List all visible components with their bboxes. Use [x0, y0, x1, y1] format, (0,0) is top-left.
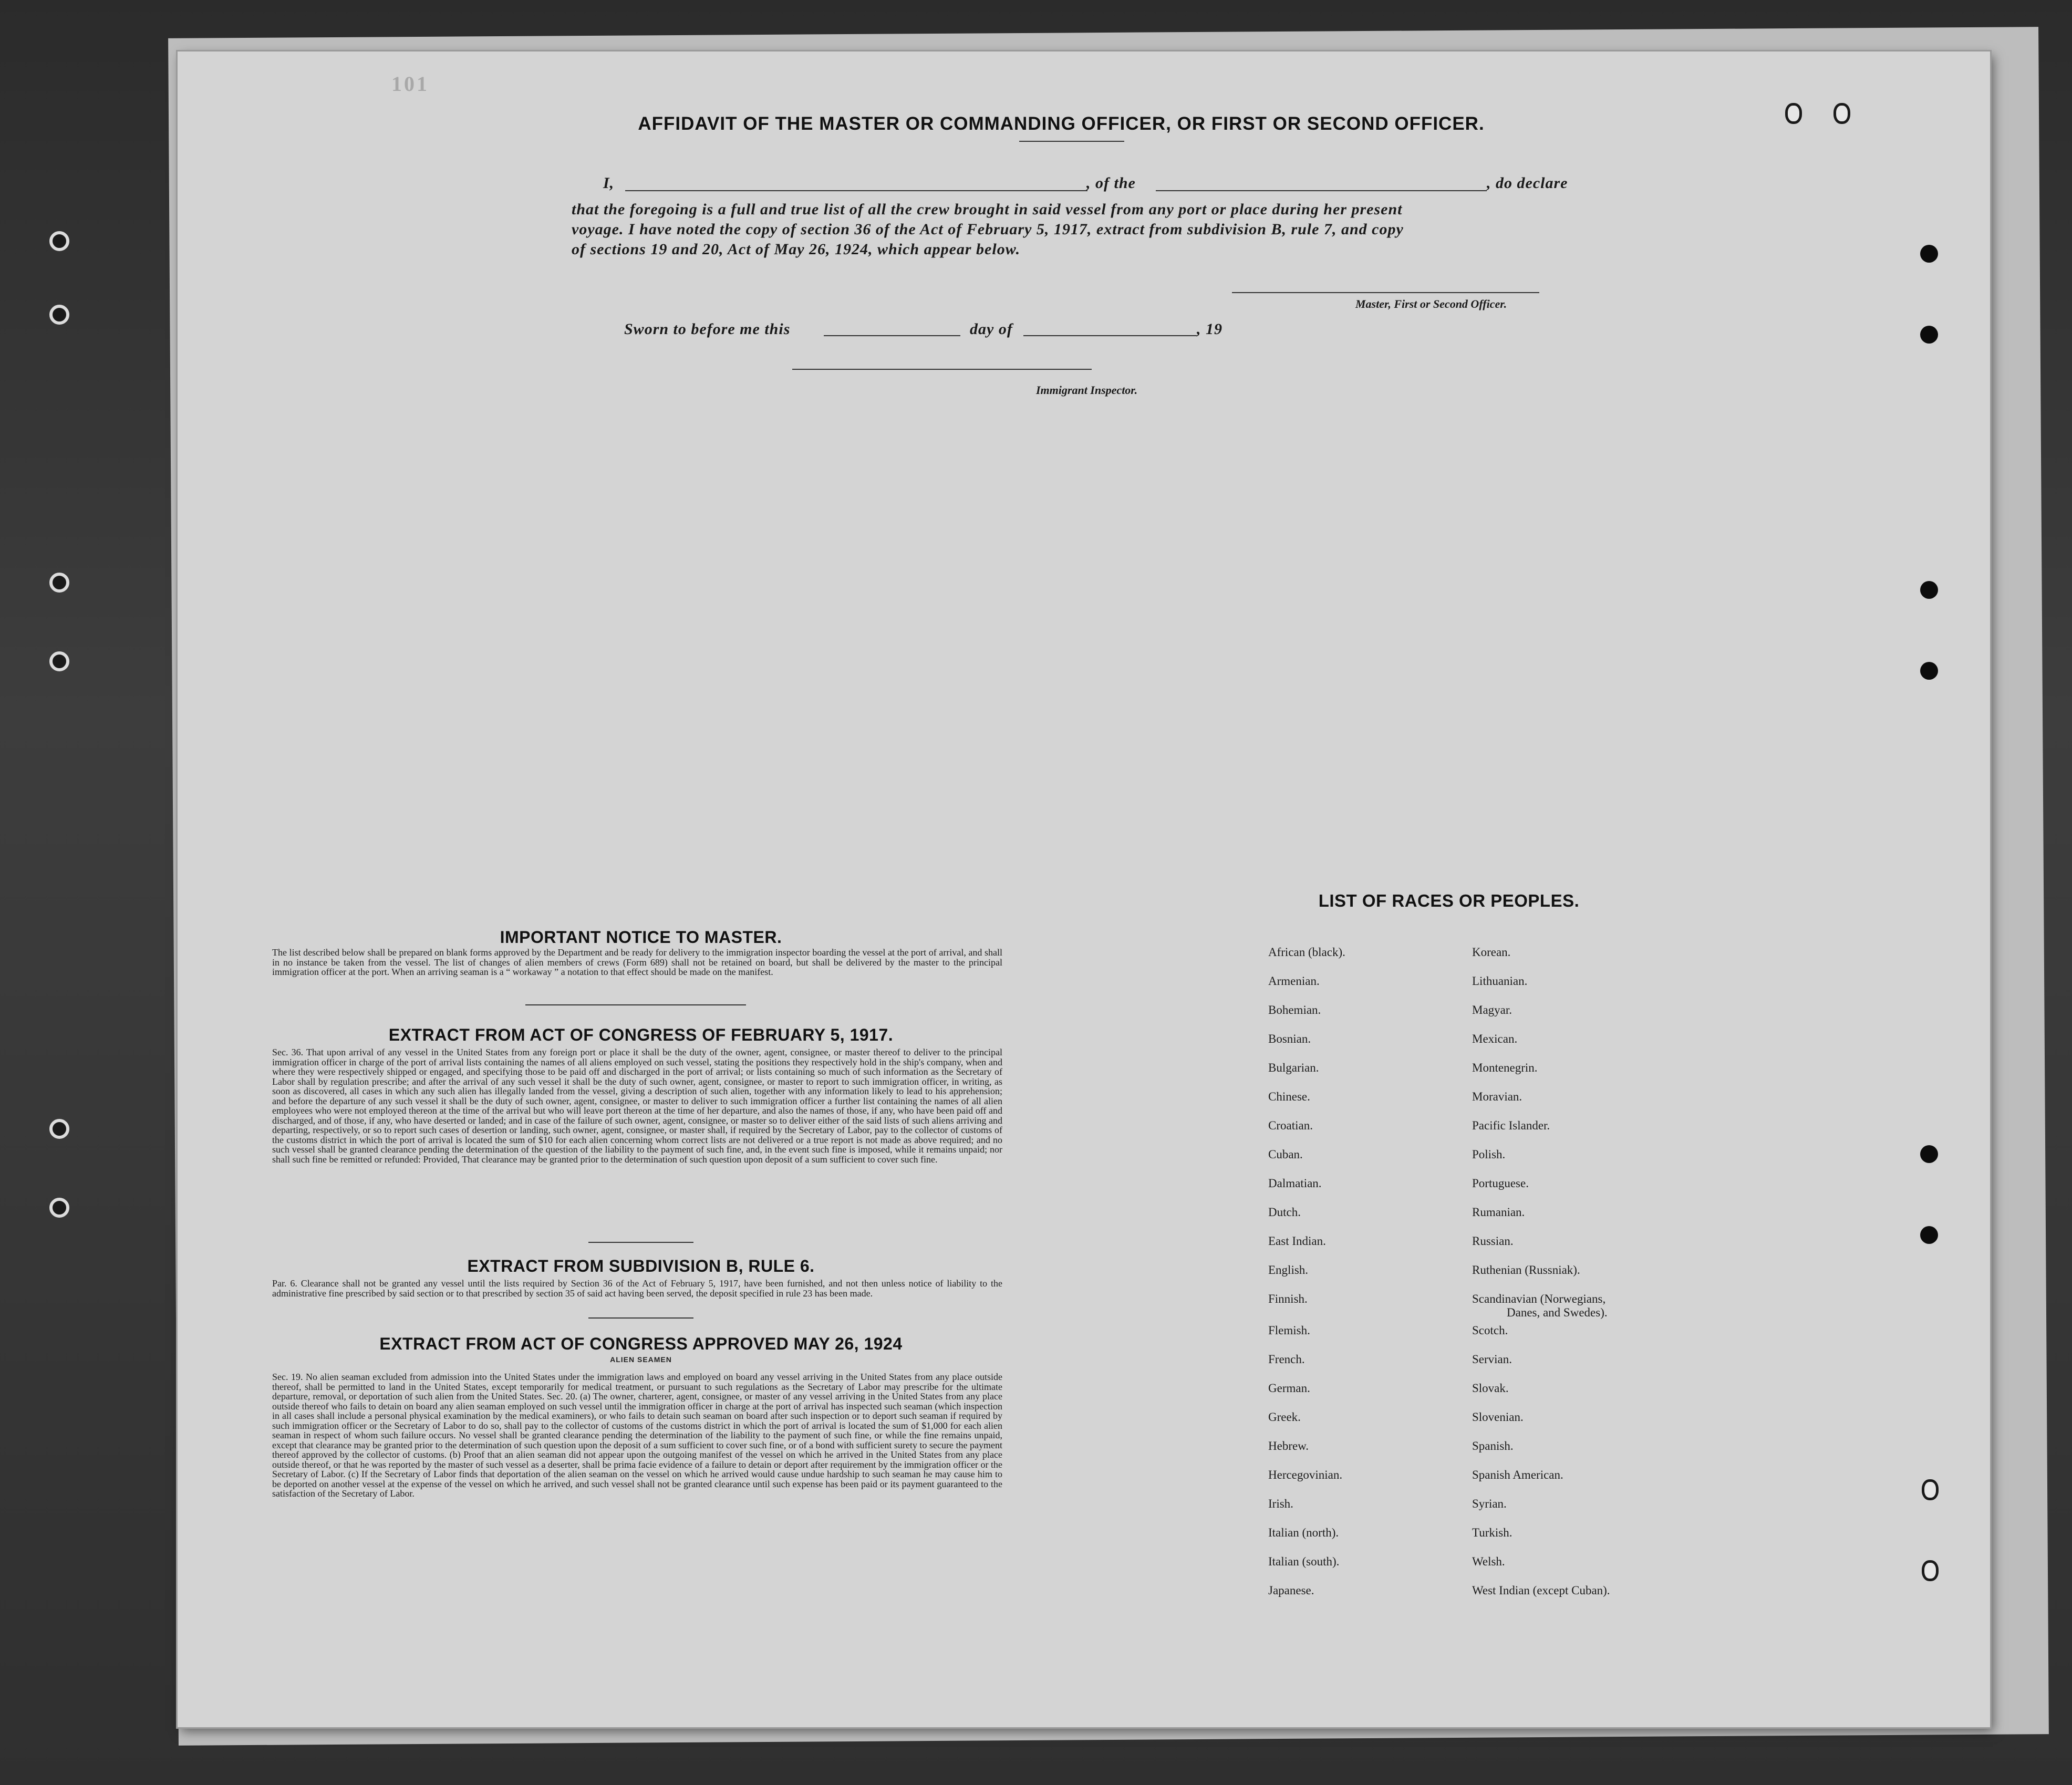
binder-hole	[1920, 245, 1938, 263]
race-item: Italian (south).	[1268, 1555, 1340, 1568]
affidavit-of-the: , of the	[1086, 174, 1136, 192]
race-item: East Indian.	[1268, 1234, 1326, 1248]
binder-hole	[1920, 1226, 1938, 1244]
race-item: Montenegrin.	[1472, 1061, 1538, 1074]
affidavit-line-2: that the foregoing is a full and true list of all the crew brought in said vessel from any port or place during her present	[572, 201, 1403, 218]
year-text: , 19	[1197, 320, 1223, 338]
inspector-signature-line	[792, 369, 1092, 370]
race-item: Bohemian.	[1268, 1003, 1321, 1016]
extract-1924-text: Sec. 19. No alien seaman excluded from admission into the United States under the immigration laws and employed on board any vessel arriving in the United States from any place outside thereof, shall be permitted to land in the United States, except temporarily for medical treatment, or pursuant to such regulations as the Secretary of Labor may prescribe for the ultimate departure, removal, or deportation of such alien from the United States. Sec. 20. (a) The owner, charterer, agent, consignee, or master of any vessel arriving in the United States from any place outside thereof who fails to detain on board any alien seaman employed on such vessel until the immigration officer in charge at the port of arrival has inspected such seaman (which inspection in all cases shall include a personal physical examination by the medical examiners), or who fails to detain such seaman on board after such inspection or to deport such seaman if required by such immigration officer or the Secretary of Labor to do so, shall pay to the collector of customs of the customs district in which the port of arrival is located the sum of $1,000 for each alien seaman in respect of whom such failure occurs. No vessel shall be granted clearance pending the determination of the liability to the payment of such fine, or while the fine remains unpaid, except that clearance may be granted prior to the determination of such question upon the deposit of a sum sufficient to cover such fine, or of a bond with sufficient surety to secure the payment thereof approved by the collector of customs. (b) Proof that an alien seaman did not appear upon the outgoing manifest of the vessel on which he arrived in the United States from any place outside thereof, or that he was reported by the master of such vessel as a deserter, shall be prima facie evidence of a failure to detain or deport after requirement by the immigration officer or the Secretary of Labor. (c) If the Secretary of Labor finds that deportation of the alien seaman on the vessel on which he arrived would cause undue hardship to such seaman he may cause him to be deported on another vessel at the expense of the vessel on which he arrived, and such vessel shall not be granted clearance until such expense has been paid or its payment guaranteed to the satisfaction of the Secretary of Labor.	[272, 1372, 1002, 1499]
race-item: Irish.	[1268, 1497, 1293, 1510]
race-item: Hebrew.	[1268, 1439, 1309, 1452]
sworn-text: Sworn to before me this	[624, 320, 791, 338]
race-item: Finnish.	[1268, 1292, 1308, 1305]
section-divider	[588, 1317, 693, 1319]
section-divider	[525, 1004, 746, 1005]
binder-hole	[1920, 326, 1938, 344]
race-item: Polish.	[1472, 1148, 1506, 1161]
extract-1924-title: EXTRACT FROM ACT OF CONGRESS APPROVED MAY 26, 1924	[379, 1334, 903, 1353]
sworn-month-blank	[1023, 335, 1197, 336]
race-item: Bulgarian.	[1268, 1061, 1319, 1074]
binder-hole	[1785, 103, 1802, 124]
binder-hole	[49, 1198, 69, 1218]
notice-title: IMPORTANT NOTICE TO MASTER.	[500, 928, 782, 947]
master-signature-label: Master, First or Second Officer.	[1355, 297, 1507, 310]
race-item: West Indian (except Cuban).	[1472, 1584, 1610, 1597]
day-of-text: day of	[970, 320, 1013, 338]
binder-hole	[1920, 1145, 1938, 1163]
race-item: Chinese.	[1268, 1090, 1310, 1103]
race-item: English.	[1268, 1263, 1309, 1277]
race-item: Dutch.	[1268, 1206, 1301, 1219]
race-item: Mexican.	[1472, 1032, 1518, 1045]
affidavit-title: AFFIDAVIT OF THE MASTER OR COMMANDING OFFICER, OR FIRST OR SECOND OFFICER.	[638, 113, 1485, 134]
race-item: Japanese.	[1268, 1584, 1314, 1597]
race-item: Rumanian.	[1472, 1206, 1525, 1219]
binder-hole	[1920, 581, 1938, 599]
race-item: Cuban.	[1268, 1148, 1303, 1161]
affidavit-do-declare: , do declare	[1487, 174, 1568, 192]
affidavit-line-3: voyage. I have noted the copy of section 36 of the Act of February 5, 1917, extract from subdivision B, rule 7, and copy	[572, 221, 1404, 238]
officer-name-blank	[625, 190, 1087, 191]
title-underline	[1019, 141, 1124, 142]
binder-hole	[1922, 1479, 1939, 1500]
race-item: Welsh.	[1472, 1555, 1505, 1568]
binder-hole	[49, 305, 69, 325]
subdivision-title: EXTRACT FROM SUBDIVISION B, RULE 6.	[467, 1257, 815, 1275]
race-item: Bosnian.	[1268, 1032, 1311, 1045]
page-number: 101	[391, 72, 429, 96]
race-item: Korean.	[1472, 946, 1511, 959]
race-item: Ruthenian (Russniak).	[1472, 1263, 1580, 1277]
race-item: Pacific Islander.	[1472, 1119, 1550, 1132]
binder-hole	[1922, 1560, 1939, 1581]
affidavit-line-4: of sections 19 and 20, Act of May 26, 1924, which appear below.	[572, 241, 1021, 258]
race-item: Scandinavian (Norwegians,	[1472, 1292, 1606, 1305]
notice-text: The list described below shall be prepared on blank forms approved by the Department and be ready for delivery to the immigration inspector boarding the vessel at the port of arrival, and shall in no instance be taken from the vessel. The list of changes of alien members of crews (Form 689) shall not be retained on board, but shall be delivered by the master to the principal immigration officer at the port. When an arriving seaman is a “ workaway ” a notation to that effect should be made on the manifest.	[272, 947, 1002, 977]
inspector-signature-label: Immigrant Inspector.	[1036, 383, 1138, 397]
binder-hole	[49, 573, 69, 593]
binder-hole	[1833, 103, 1850, 124]
race-item: Servian.	[1472, 1353, 1512, 1366]
race-item: African (black).	[1268, 946, 1345, 959]
race-item: Magyar.	[1472, 1003, 1512, 1016]
race-item: Scotch.	[1472, 1324, 1508, 1337]
extract-1917-text: Sec. 36. That upon arrival of any vessel in the United States from any foreign port or place it shall be the duty of the owner, agent, consignee, or master thereof to deliver to the principal immigration officer in charge of the port of arrival lists containing the names of all aliens employed on such vessel, stating the positions they respectively hold in the ship's company, when and where they were respectively shipped or engaged, and specifying those to be paid off and discharged in the port of arrival; or lists containing so much of such information as the Secretary of Labor shall by regulation prescribe; and after the arrival of any such vessel it shall be the duty of such owner, agent, consignee, or master to report to such immigration officer, in writing, as soon as discovered, all cases in which any such alien has illegally landed from the vessel, giving a description of such alien, together with any information likely to lead to his apprehension; and before the departure of any such vessel it shall be the duty of such owner, agent, consignee, or master to deliver to such immigration officer a further list containing the names of all alien employees who were not employed thereon at the time of the arrival but who will leave port thereon at the time of her departure, and also the names of those, if any, who have been paid off and discharged, and of those, if any, who have deserted or landed; and in case of the failure of such owner, agent, consignee, or master so to deliver either of the said lists of such aliens arriving and departing, respectively, or so to report such cases of desertion or landing, such owner, agent, consignee, or master shall, if required by the Secretary of Labor, pay to the collector of customs of the customs district in which the port of arrival is located the sum of $10 for each alien concerning whom correct lists are not delivered or a true report is not made as above required; and no such vessel shall be granted clearance pending the determination of the question of the liability to the payment of such fine, and, in the event such fine is imposed, while it remains unpaid; nor shall such fine be remitted or refunded: Provided, That clearance may be granted prior to the determination of such question upon deposit of a sum sufficient to cover such fine.	[272, 1047, 1002, 1165]
races-title: LIST OF RACES OR PEOPLES.	[1318, 891, 1580, 910]
race-item: Lithuanian.	[1472, 974, 1528, 988]
race-item: Slovak.	[1472, 1382, 1509, 1395]
race-item: Moravian.	[1472, 1090, 1522, 1103]
binder-hole	[1920, 662, 1938, 680]
affidavit-i: I,	[603, 174, 615, 192]
race-item: French.	[1268, 1353, 1305, 1366]
race-item: Danes, and Swedes).	[1507, 1306, 1608, 1319]
extract-1924-subtitle: ALIEN SEAMEN	[610, 1355, 672, 1364]
extract-1917-title: EXTRACT FROM ACT OF CONGRESS OF FEBRUARY 5, 1917.	[388, 1025, 894, 1044]
race-item: Hercegovinian.	[1268, 1468, 1343, 1481]
race-item: German.	[1268, 1382, 1310, 1395]
race-item: Russian.	[1472, 1234, 1514, 1248]
binder-hole	[49, 651, 69, 671]
section-divider	[588, 1242, 693, 1243]
race-item: Syrian.	[1472, 1497, 1507, 1510]
race-item: Spanish American.	[1472, 1468, 1563, 1481]
binder-hole	[49, 231, 69, 251]
race-item: Portuguese.	[1472, 1177, 1529, 1190]
vessel-name-blank	[1156, 190, 1487, 191]
race-item: Turkish.	[1472, 1526, 1512, 1539]
race-item: Italian (north).	[1268, 1526, 1339, 1539]
binder-hole	[49, 1119, 69, 1139]
race-item: Dalmatian.	[1268, 1177, 1322, 1190]
race-item: Spanish.	[1472, 1439, 1514, 1452]
race-item: Flemish.	[1268, 1324, 1310, 1337]
race-item: Greek.	[1268, 1410, 1301, 1424]
sworn-day-blank	[824, 335, 960, 336]
race-item: Armenian.	[1268, 974, 1320, 988]
subdivision-text: Par. 6. Clearance shall not be granted any vessel until the lists required by Section 36 of the Act of February 5, 1917, have been furnished, and not then unless notice of liability to the administrative fine prescribed by said section or to that prescribed by section 35 of said act having been served, the deposit specified in rule 23 has been made.	[272, 1278, 1002, 1299]
race-item: Slovenian.	[1472, 1410, 1524, 1424]
master-signature-line	[1232, 292, 1539, 293]
race-item: Croatian.	[1268, 1119, 1313, 1132]
